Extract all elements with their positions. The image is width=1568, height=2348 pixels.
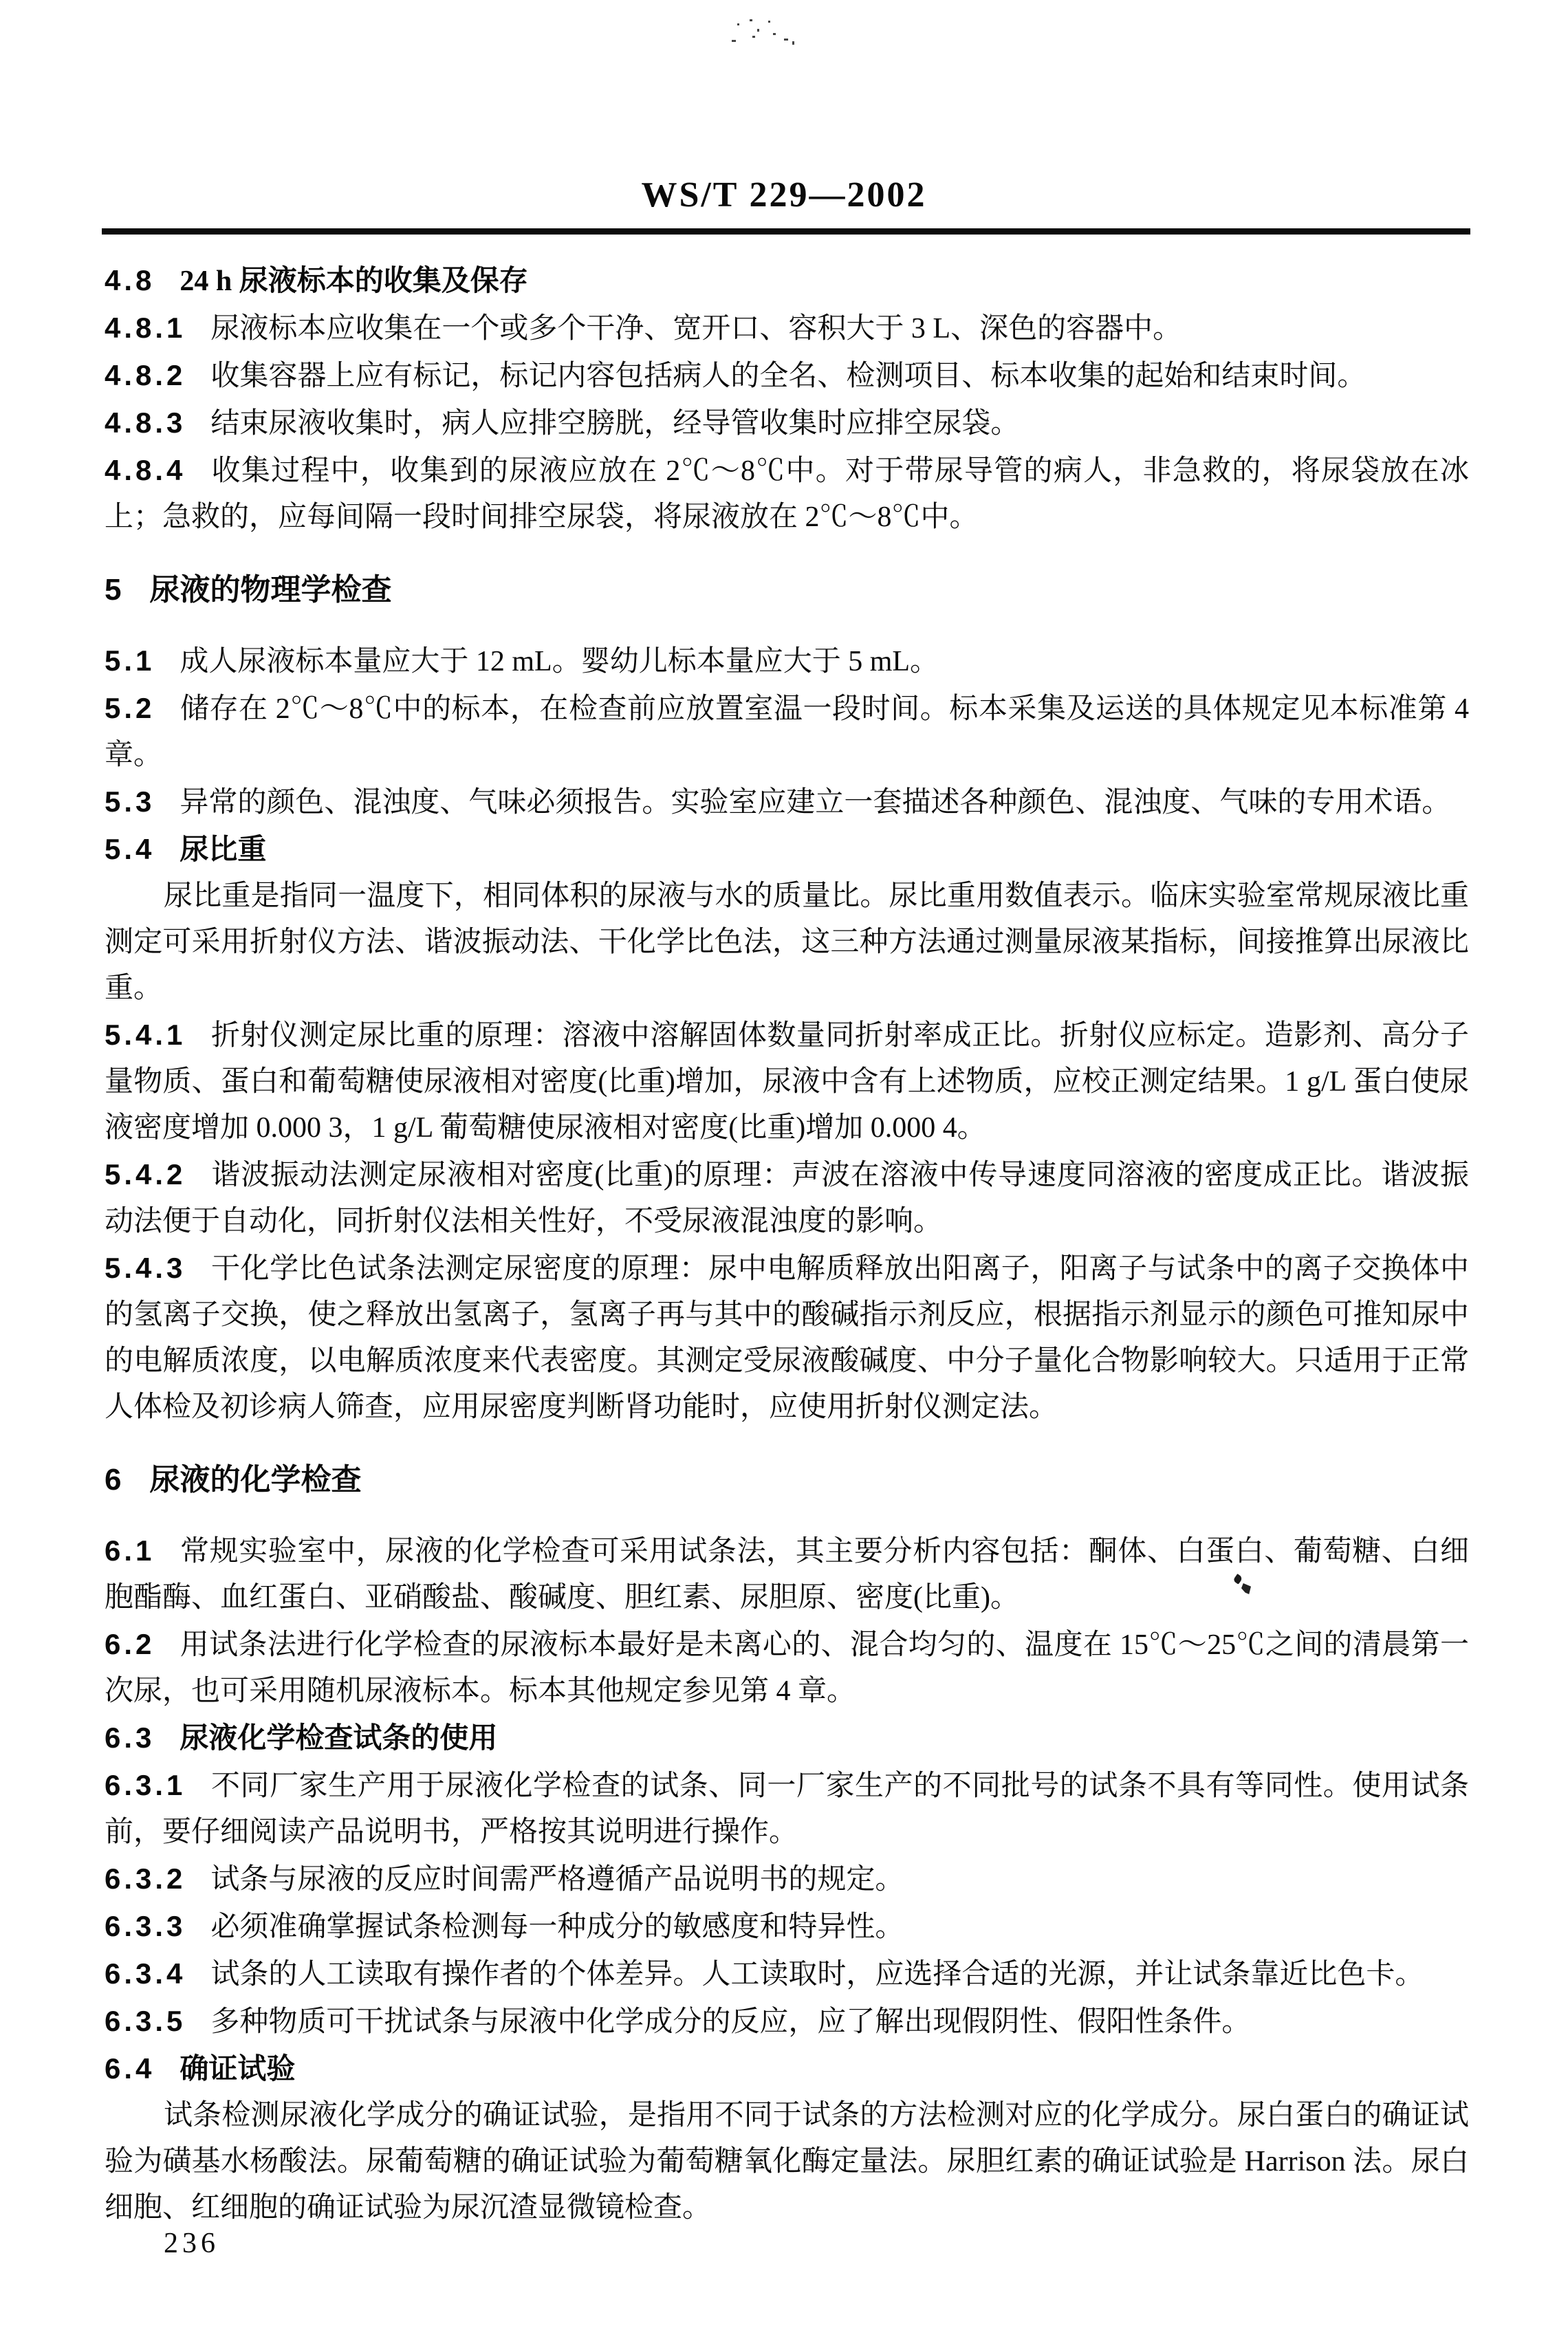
clause-heading — [105, 2045, 1469, 2093]
clause-number: 4.8.3 — [105, 406, 186, 439]
clause-number: 5.1 — [105, 644, 155, 677]
clause-heading — [105, 826, 1469, 873]
scan-noise-dot — [752, 36, 755, 38]
clause-number: 6.4 — [105, 2052, 155, 2085]
clause-text: 尿液的物理学检查 — [149, 573, 392, 607]
clause-text: 24 h 尿液标本的收集及保存 — [179, 265, 528, 297]
clause — [105, 1621, 1469, 1715]
clause — [105, 685, 1469, 779]
clause-number: 6.3.3 — [105, 1910, 186, 1942]
clause-number: 6.1 — [105, 1534, 155, 1567]
clause-number: 5.3 — [105, 785, 155, 818]
ink-smudge-part — [1232, 1574, 1243, 1585]
clause-number: 6 — [105, 1463, 125, 1497]
scan-noise-dot — [768, 21, 770, 23]
clause — [105, 352, 1469, 400]
clause-heading — [105, 1715, 1469, 1762]
clause-text: 异常的颜色、混浊度、气味必须报告。实验室应建立一套描述各种颜色、混浊度、气味的专用术语。 — [179, 787, 1451, 818]
scan-noise-dot — [757, 29, 759, 32]
standard-code-header: WS/T 229—2002 — [641, 175, 927, 215]
clause-number: 4.8.1 — [105, 312, 186, 344]
clause-text: 尿比重是指同一温度下，相同体积的尿液与水的质量比。尿比重用数值表示。临床实验室常规尿液比重测定可采用折射仪方法、谐波振动法、干化学比色法，这三种方法通过测量尿液某指标，间接推算出尿液比重。 — [105, 880, 1469, 1004]
scan-noise-dot — [784, 39, 788, 41]
scan-noise-dot — [732, 40, 736, 42]
scan-noise-dot — [773, 33, 776, 35]
clause-number: 6.3.1 — [105, 1769, 186, 1801]
clause — [105, 1245, 1469, 1431]
clause — [105, 1856, 1469, 1903]
section-heading — [105, 567, 1469, 613]
scan-noise-dot — [792, 41, 794, 45]
clause-number: 6.3 — [105, 1721, 155, 1754]
ink-smudge — [1233, 1575, 1254, 1598]
clause — [105, 1950, 1469, 1998]
paragraph — [105, 873, 1469, 1012]
clause-text: 储存在 2℃～8℃中的标本，在检查前应放置室温一段时间。标本采集及运送的具体规定见本标准第 4 章。 — [105, 693, 1469, 771]
clause-text: 谐波振动法测定尿液相对密度(比重)的原理：声波在溶液中传导速度同溶液的密度成正比。谐波振动法便于自动化，同折射仪法相关性好，不受尿液混浊度的影响。 — [105, 1160, 1469, 1237]
clause-number: 6.3.4 — [105, 1957, 186, 1990]
clause — [105, 400, 1469, 447]
clause-text: 尿液的化学检查 — [149, 1463, 362, 1497]
document-body — [105, 257, 1469, 2231]
clause-text: 干化学比色试条法测定尿密度的原理：尿中电解质释放出阳离子，阳离子与试条中的离子交换体中的氢离子交换，使之释放出氢离子，氢离子再与其中的酸碱指示剂反应，根据指示剂显示的颜色可推知尿中的电解质浓度，以电解质浓度来代表密度。其测定受尿液酸碱度、中分子量化合物影响较大。只适用于正常人体检及初诊病人筛查，应用尿密度判断肾功能时，应使用折射仪测定法。 — [105, 1253, 1469, 1423]
clause — [105, 1151, 1469, 1245]
clause-number: 4.8.2 — [105, 359, 186, 391]
clause-text: 多种物质可干扰试条与尿液中化学成分的反应，应了解出现假阴性、假阳性条件。 — [210, 2006, 1251, 2038]
scan-noise-dot — [750, 19, 752, 21]
clause — [105, 1762, 1469, 1856]
clause — [105, 305, 1469, 352]
clause-number: 4.8.4 — [105, 454, 186, 486]
clause — [105, 638, 1469, 685]
clause — [105, 1998, 1469, 2045]
page-number: 236 — [164, 2228, 219, 2259]
clause-text: 常规实验室中，尿液的化学检查可采用试条法，其主要分析内容包括：酮体、白蛋白、葡萄糖、白细胞酯酶、血红蛋白、亚硝酸盐、酸碱度、胆红素、尿胆原、密度(比重)。 — [105, 1536, 1469, 1613]
clause-text: 试条与尿液的反应时间需严格遵循产品说明书的规定。 — [210, 1864, 904, 1895]
clause-number: 5.4.2 — [105, 1158, 186, 1191]
clause-text: 成人尿液标本量应大于 12 mL。婴幼儿标本量应大于 5 mL。 — [179, 646, 939, 677]
clause-text: 折射仪测定尿比重的原理：溶液中溶解固体数量同折射率成正比。折射仪应标定。造影剂、高分子量物质、蛋白和葡萄糖使尿液相对密度(比重)增加，尿液中含有上述物质，应校正测定结果。1 g/L 蛋白使尿液密度增加 0.000 3，1 g/L 葡萄糖使尿液相对密度(比重)增加 0.000 4。 — [105, 1020, 1469, 1144]
clause — [105, 1903, 1469, 1950]
ink-smudge-part — [1241, 1583, 1251, 1594]
clause-number: 6.2 — [105, 1628, 155, 1660]
clause-number: 5.4.3 — [105, 1252, 186, 1284]
header-rule — [102, 228, 1470, 235]
clause-text: 试条检测尿液化学成分的确证试验，是指用不同于试条的方法检测对应的化学成分。尿白蛋白的确证试验为磺基水杨酸法。尿葡萄糖的确证试验为葡萄糖氧化酶定量法。尿胆红素的确证试验是 Harrison 法。尿白细胞、红细胞的确证试验为尿沉渣显微镜检查。 — [105, 2100, 1469, 2224]
clause-text: 收集过程中，收集到的尿液应放在 2℃～8℃中。对于带尿导管的病人，非急救的，将尿袋放在冰上；急救的，应每间隔一段时间排空尿袋，将尿液放在 2℃～8℃中。 — [105, 455, 1469, 533]
clause — [105, 1012, 1469, 1151]
clause — [105, 447, 1469, 541]
paragraph — [105, 2093, 1469, 2231]
clause-text: 确证试验 — [179, 2054, 296, 2085]
scan-noise-dot — [737, 23, 739, 25]
clause-number: 5.2 — [105, 692, 155, 724]
clause-number: 6.3.2 — [105, 1862, 186, 1895]
clause-text: 试条的人工读取有操作者的个体差异。人工读取时，应选择合适的光源，并让试条靠近比色卡。 — [210, 1959, 1424, 1990]
clause-text: 收集容器上应有标记，标记内容包括病人的全名、检测项目、标本收集的起始和结束时间。 — [210, 360, 1366, 392]
clause-text: 结束尿液收集时，病人应排空膀胱，经导管收集时应排空尿袋。 — [210, 408, 1020, 439]
clause-text: 不同厂家生产用于尿液化学检查的试条、同一厂家生产的不同批号的试条不具有等同性。使用试条前，要仔细阅读产品说明书，严格按其说明进行操作。 — [105, 1770, 1469, 1848]
clause-text: 必须准确掌握试条检测每一种成分的敏感度和特异性。 — [210, 1911, 904, 1943]
clause — [105, 1528, 1469, 1621]
clause-number: 5 — [105, 573, 125, 607]
clause — [105, 779, 1469, 826]
clause-text: 尿液化学检查试条的使用 — [179, 1723, 498, 1754]
section-heading — [105, 1457, 1469, 1503]
clause-number: 4.8 — [105, 264, 155, 296]
clause-text: 用试条法进行化学检查的尿液标本最好是未离心的、混合均匀的、温度在 15℃～25℃之间的清晨第一次尿，也可采用随机尿液标本。标本其他规定参见第 4 章。 — [105, 1629, 1469, 1707]
clause-heading — [105, 257, 1469, 305]
clause-number: 5.4.1 — [105, 1019, 186, 1051]
clause-number: 6.3.5 — [105, 2005, 186, 2037]
clause-number: 5.4 — [105, 833, 155, 865]
clause-text: 尿液标本应收集在一个或多个干净、宽开口、容积大于 3 L、深色的容器中。 — [210, 313, 1182, 345]
clause-text: 尿比重 — [179, 834, 267, 866]
